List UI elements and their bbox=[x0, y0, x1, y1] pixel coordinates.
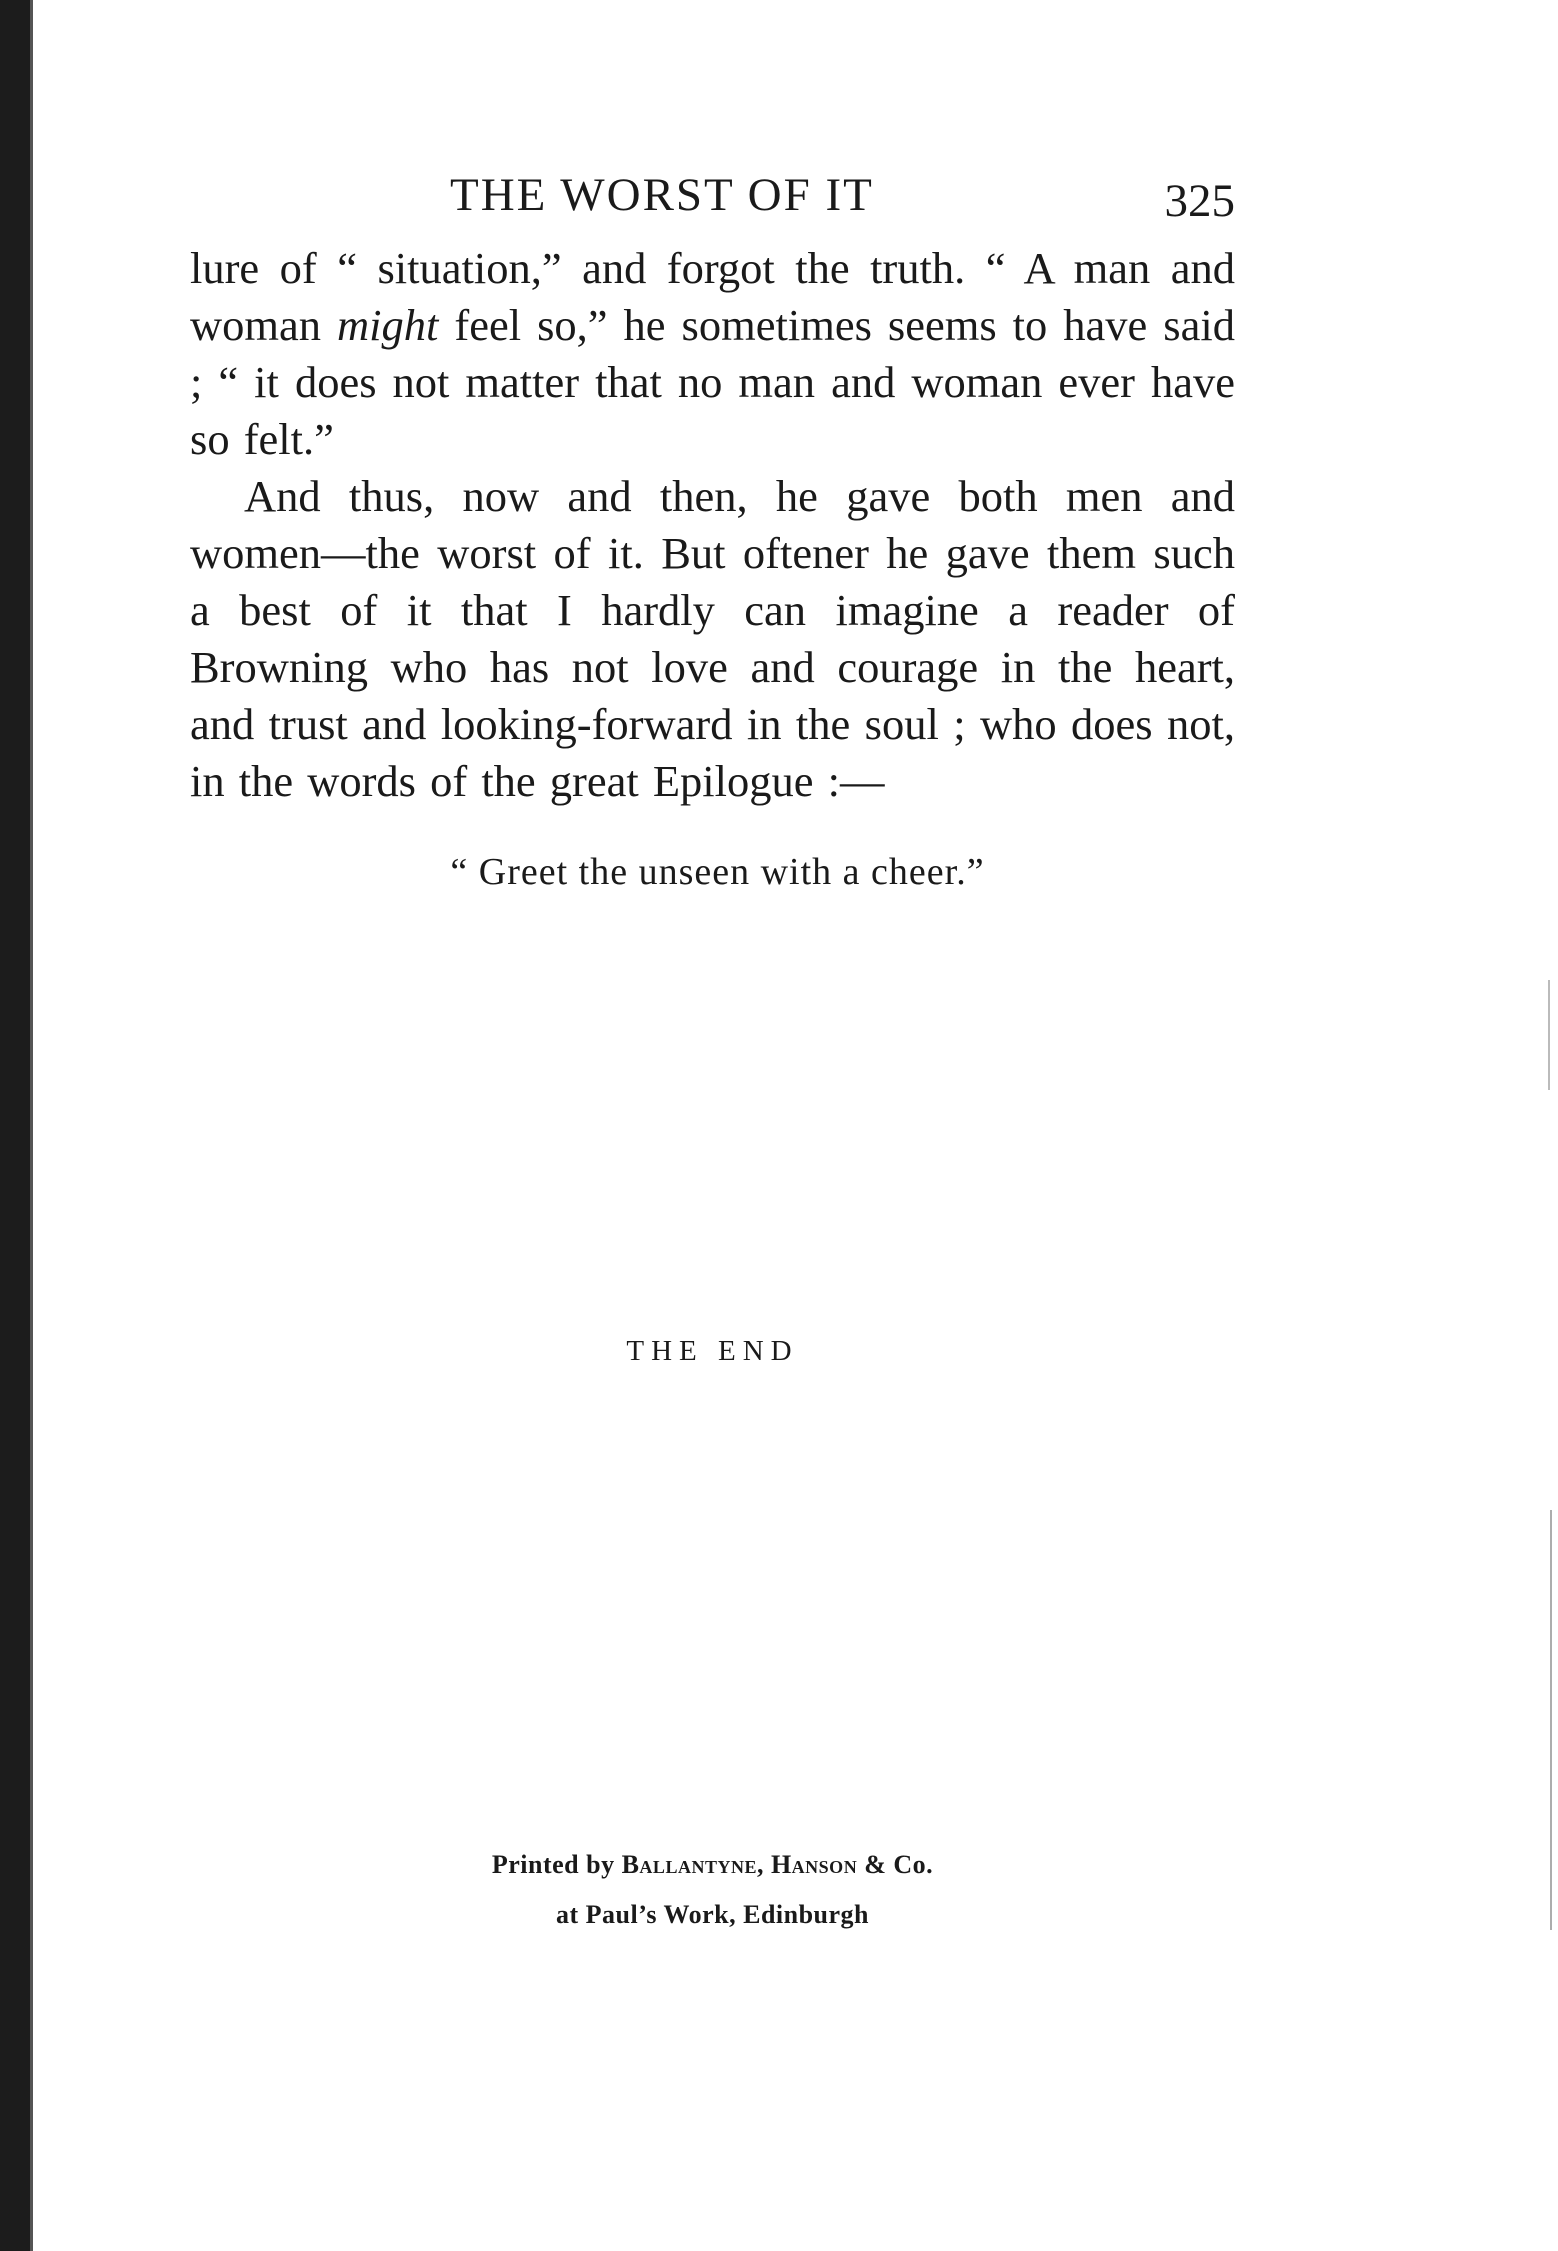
running-head bbox=[190, 160, 1235, 240]
book-spine-shadow bbox=[0, 0, 30, 2251]
page-number: 325 bbox=[1164, 175, 1235, 227]
epilogue-quote: “ Greet the unseen with a cheer.” bbox=[450, 851, 985, 893]
scan-artifact-lower bbox=[1550, 1510, 1552, 1930]
colophon-printer-name: Ballantyne, Hanson bbox=[621, 1850, 858, 1879]
colophon-suffix: Co. bbox=[893, 1850, 934, 1879]
body-text bbox=[190, 240, 1235, 810]
emphasis-might: might bbox=[337, 300, 439, 350]
colophon-ampersand: & bbox=[864, 1850, 887, 1879]
book-spine-edge bbox=[30, 0, 33, 2251]
colophon-line-1 bbox=[190, 1840, 1235, 1890]
colophon-line-2: at Paul’s Work, Edinburgh bbox=[555, 1900, 870, 1929]
running-title: THE WORST OF IT bbox=[450, 169, 874, 221]
the-end-mark: THE END bbox=[626, 1335, 799, 1367]
book-page bbox=[190, 160, 1235, 1929]
scan-artifact-upper bbox=[1548, 980, 1550, 1090]
paragraph-1 bbox=[190, 240, 1235, 468]
paragraph-1-text-b: feel so,” he sometimes seems to have said ; “ it does not matter that no man and woman ever have so felt.” bbox=[190, 300, 1235, 464]
paragraph-1-text-a: lure of “ situation,” and forgot the truth. “ A man and woman bbox=[190, 243, 1235, 350]
colophon-prefix: Printed by bbox=[491, 1850, 615, 1879]
paragraph-2: And thus, now and then, he gave both men and women—the worst of it. But oftener he gave them such a best of it that I hardly can imagine a reader of Browning who has not love and courage in the heart, and trust and looking-forward in the soul ; who does not, in the words of the great Epilogue :— bbox=[190, 471, 1235, 806]
printer-colophon bbox=[190, 1840, 1235, 1940]
